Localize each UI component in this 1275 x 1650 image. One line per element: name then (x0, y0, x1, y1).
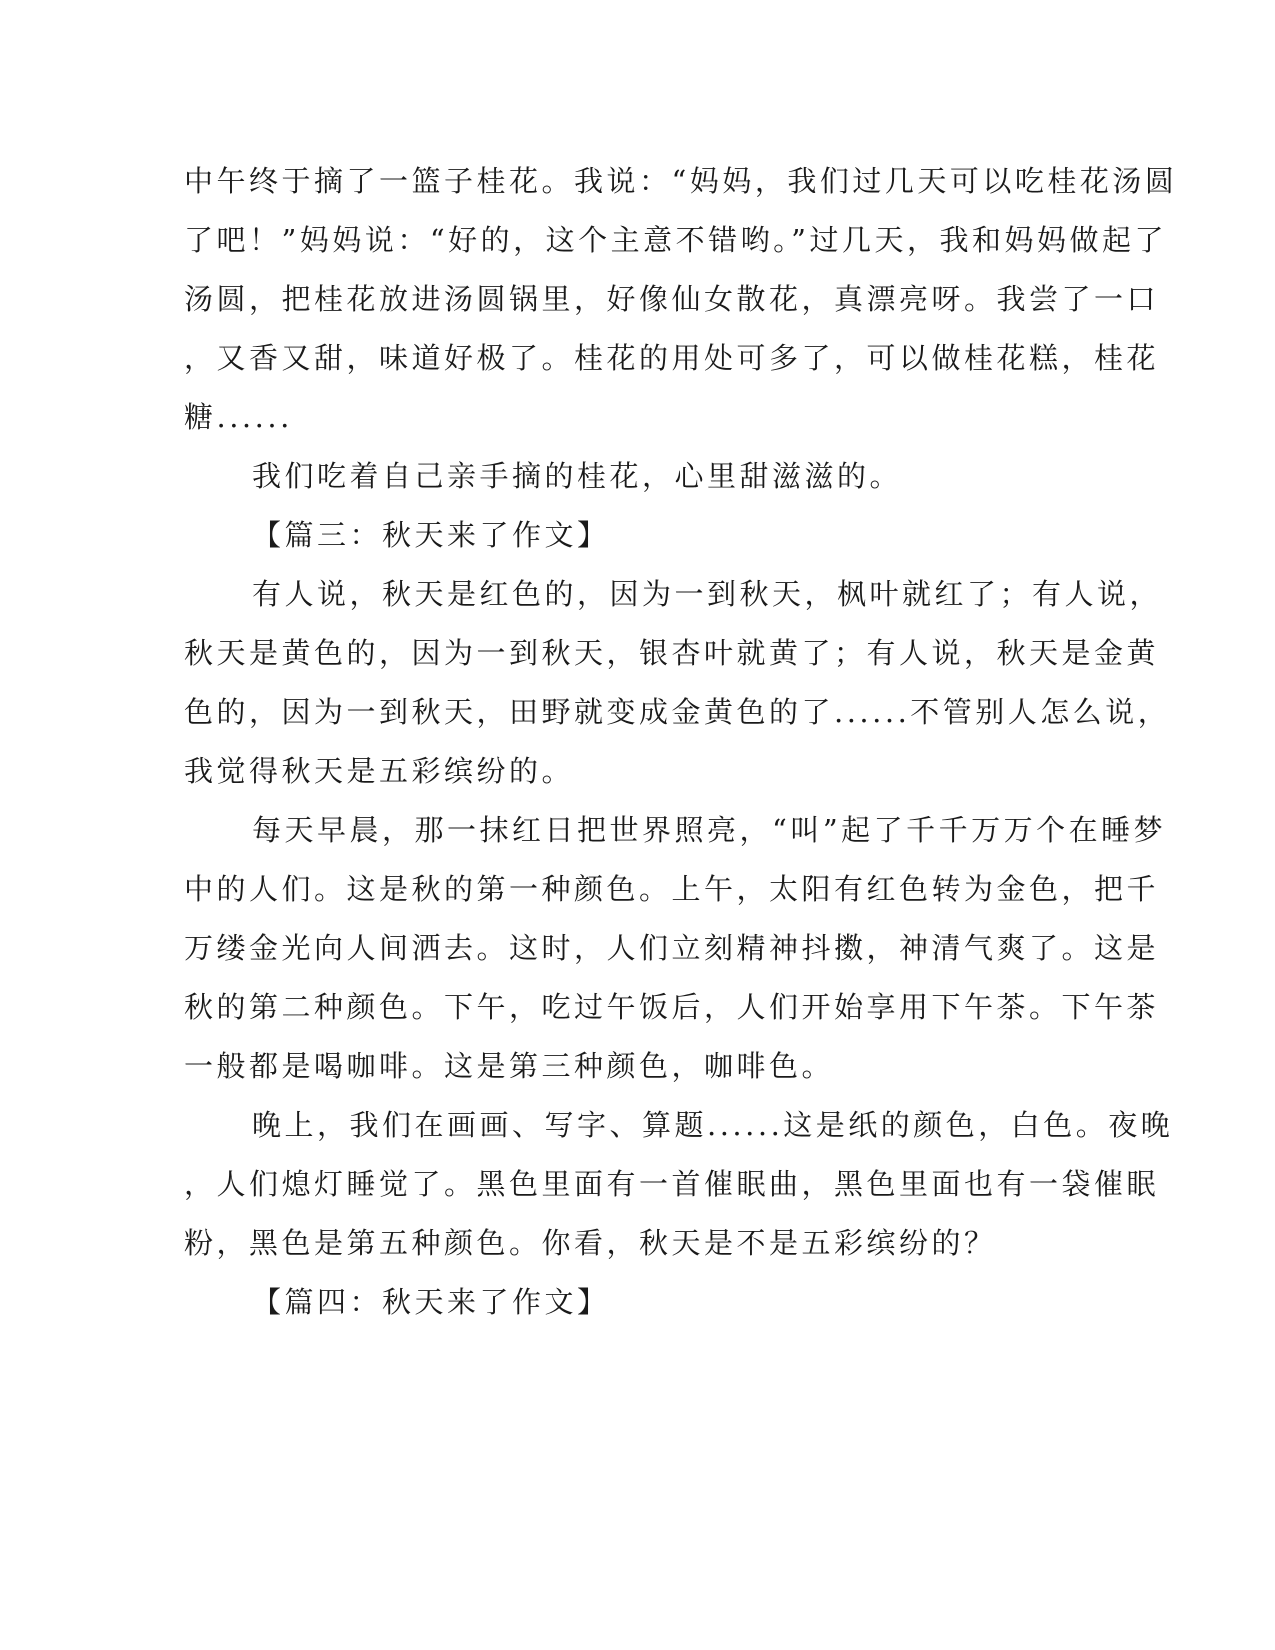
text-line: ，又香又甜，味道好极了。桂花的用处可多了，可以做桂花糕，桂花 (184, 341, 1160, 375)
text-line: 了吧！”妈妈说：“好的，这个主意不错哟。”过几天，我和妈妈做起了 (184, 223, 1167, 257)
text-line: 万缕金光向人间洒去。这时，人们立刻精神抖擞，神清气爽了。这是 (184, 931, 1160, 965)
text-line: ，人们熄灯睡觉了。黑色里面有一首催眠曲，黑色里面也有一袋催眠 (184, 1167, 1160, 1201)
text-line: 秋的第二种颜色。下午，吃过午饭后，人们开始享用下午茶。下午茶 (184, 990, 1160, 1024)
text-line: 我觉得秋天是五彩缤纷的。 (184, 754, 575, 788)
text-line: 秋天是黄色的，因为一到秋天，银杏叶就黄了；有人说，秋天是金黄 (184, 636, 1160, 670)
text-line: 中午终于摘了一篮子桂花。我说：“妈妈，我们过几天可以吃桂花汤圆 (184, 164, 1178, 198)
paragraph-line: 有人说，秋天是红色的，因为一到秋天，枫叶就红了；有人说， (252, 577, 1163, 611)
text-line: 中的人们。这是秋的第一种颜色。上午，太阳有红色转为金色，把千 (184, 872, 1160, 906)
text-line: 色的，因为一到秋天，田野就变成金黄色的了......不管别人怎么说， (184, 695, 1171, 729)
paragraph-line: 晚上，我们在画画、写字、算题......这是纸的颜色，白色。夜晚 (252, 1108, 1174, 1142)
text-line: 粉，黑色是第五种颜色。你看，秋天是不是五彩缤纷的？ (184, 1226, 997, 1260)
text-line: 糖...... (184, 400, 293, 434)
section-heading: 【篇四：秋天来了作文】 (252, 1285, 610, 1319)
text-line: 汤圆，把桂花放进汤圆锅里，好像仙女散花，真漂亮呀。我尝了一口 (184, 282, 1160, 316)
section-heading: 【篇三：秋天来了作文】 (252, 518, 610, 552)
paragraph-line: 我们吃着自己亲手摘的桂花，心里甜滋滋的。 (252, 459, 903, 493)
text-line: 一般都是喝咖啡。这是第三种颜色，咖啡色。 (184, 1049, 835, 1083)
paragraph-line: 每天早晨，那一抹红日把世界照亮，“叫”起了千千万万个在睡梦 (252, 813, 1167, 847)
